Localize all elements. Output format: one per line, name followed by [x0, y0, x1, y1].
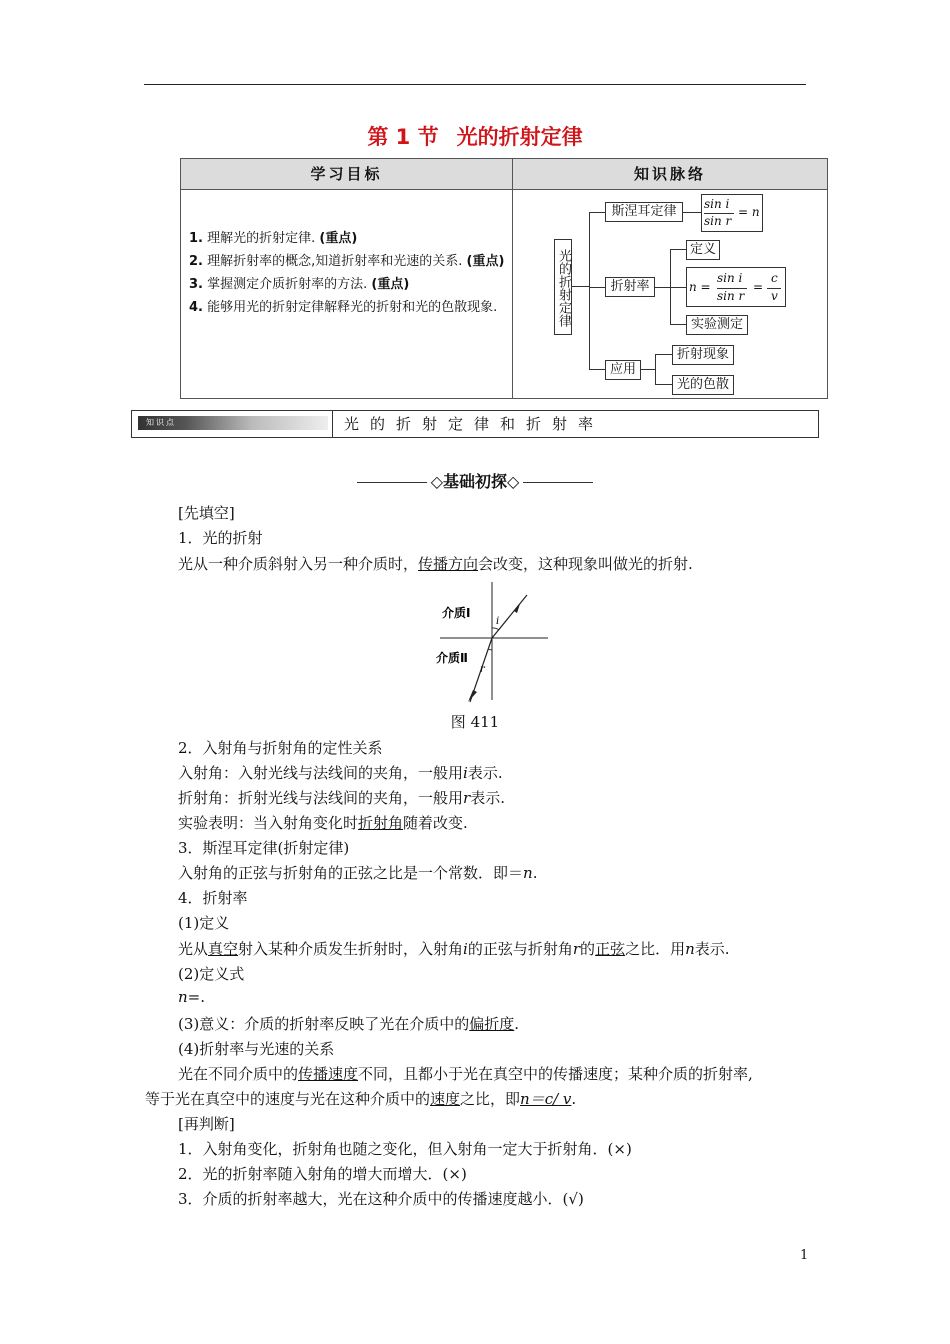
goals-header: 学习目标	[181, 159, 512, 190]
connector	[589, 287, 605, 288]
title-text: 光的折射定律	[456, 125, 583, 149]
connector	[670, 324, 686, 325]
paragraph: 光从一种介质斜射入另一种介质时，传播方向会改变，这种现象叫做光的折射.	[178, 555, 693, 573]
connector	[670, 249, 686, 250]
paragraph: 等于光在真空中的速度与光在这种介质中的速度之比，即n＝c/ v.	[145, 1090, 577, 1108]
paragraph: 光在不同介质中的传播速度不同，且都小于光在真空中的传播速度；某种介质的折射率,	[178, 1065, 753, 1083]
connector	[589, 369, 605, 370]
knowledge-point-title: 光的折射定律和折射率	[344, 415, 605, 433]
medium-2-label: 介质Ⅱ	[436, 651, 468, 665]
angle-r-label: r	[480, 664, 485, 675]
paragraph: 光从真空射入某种介质发生折射时，入射角i的正弦与折射角r的正弦之比．用n表示.	[178, 940, 730, 958]
heading-3: 3．斯涅耳定律(折射定律)	[178, 839, 350, 857]
knowledge-header: 知识脉络	[513, 159, 827, 190]
figure-caption: 图 411	[450, 713, 500, 731]
judge-item: 3．介质的折射率越大，光在这种介质中的传播速度越小．(√)	[178, 1190, 584, 1208]
page-title	[0, 121, 950, 151]
connector	[655, 384, 672, 385]
medium-1-label: 介质Ⅰ	[442, 606, 471, 620]
section-number: 第 1 节	[367, 125, 439, 149]
mindmap-phenomenon: 折射现象	[672, 345, 734, 365]
mindmap-definition: 定义	[686, 240, 720, 260]
fill-blank-label: [先填空]	[178, 504, 235, 522]
connector	[641, 369, 655, 370]
refraction-figure	[430, 580, 555, 708]
sub-heading: (2)定义式	[178, 965, 245, 983]
angle-i-label: i	[496, 616, 500, 627]
heading-2: 2．入射角与折射角的定性关系	[178, 739, 383, 757]
goal-item: 3. 掌握测定介质折射率的方法. (重点)	[189, 277, 410, 292]
judge-item: 1．入射角变化，折射角也随之变化，但入射角一定大于折射角．(×)	[178, 1140, 632, 1158]
goal-item: 2. 理解折射率的概念,知道折射率和光速的关系. (重点)	[189, 254, 505, 269]
mindmap-index: 折射率	[605, 277, 655, 297]
mindmap-application: 应用	[605, 360, 641, 380]
paragraph: 入射角的正弦与折射角的正弦之比是一个常数．即＝n.	[178, 864, 538, 882]
snell-formula: sin i sin r = n	[701, 194, 763, 232]
refracted-arrow	[468, 690, 477, 702]
angle-r-arc	[488, 649, 492, 650]
connector	[572, 286, 589, 287]
knowledge-point-bar	[131, 410, 819, 438]
paragraph: 实验表明：当入射角变化时折射角随着改变.	[178, 814, 468, 832]
angle-i-arc	[492, 628, 499, 630]
section-heading: ◇基础初探◇	[0, 469, 950, 492]
sub-heading: (1)定义	[178, 914, 230, 932]
paragraph: (3)意义：介质的折射率反映了光在介质中的偏折度.	[178, 1015, 520, 1033]
mindmap-root: 光的折射定律	[554, 239, 572, 335]
formula-line: n=.	[178, 988, 206, 1006]
goal-item: 4. 能够用光的折射定律解释光的折射和光的色散现象.	[189, 300, 498, 315]
heading-4: 4．折射率	[178, 889, 248, 907]
judge-item: 2．光的折射率随入射角的增大而增大．(×)	[178, 1165, 467, 1183]
table-divider	[512, 159, 513, 398]
connector	[655, 287, 670, 288]
incident-arrow	[514, 604, 520, 613]
goal-item: 1. 理解光的折射定律. (重点)	[189, 231, 358, 246]
connector	[589, 212, 590, 370]
connector	[683, 212, 701, 213]
paragraph: 折射角：折射光线与法线间的夹角，一般用r表示.	[178, 789, 505, 807]
connector	[589, 212, 605, 213]
knowledge-point-tag: 知识点	[138, 416, 328, 430]
paragraph: 入射角：入射光线与法线间的夹角，一般用i表示.	[178, 764, 503, 782]
page-number: 1	[800, 1248, 809, 1263]
heading-1: 1．光的折射	[178, 529, 263, 547]
index-formula: n = sin i sin r = c v	[686, 267, 786, 307]
connector	[655, 354, 672, 355]
connector	[655, 354, 656, 384]
mindmap-dispersion: 光的色散	[672, 375, 734, 395]
header-rule	[144, 84, 806, 85]
mindmap-snell: 斯涅耳定律	[605, 202, 683, 222]
goals-list	[189, 227, 509, 319]
mindmap-experiment: 实验测定	[686, 315, 748, 335]
sub-heading: (4)折射率与光速的关系	[178, 1040, 335, 1058]
judge-label: [再判断]	[178, 1115, 235, 1133]
connector	[670, 287, 686, 288]
